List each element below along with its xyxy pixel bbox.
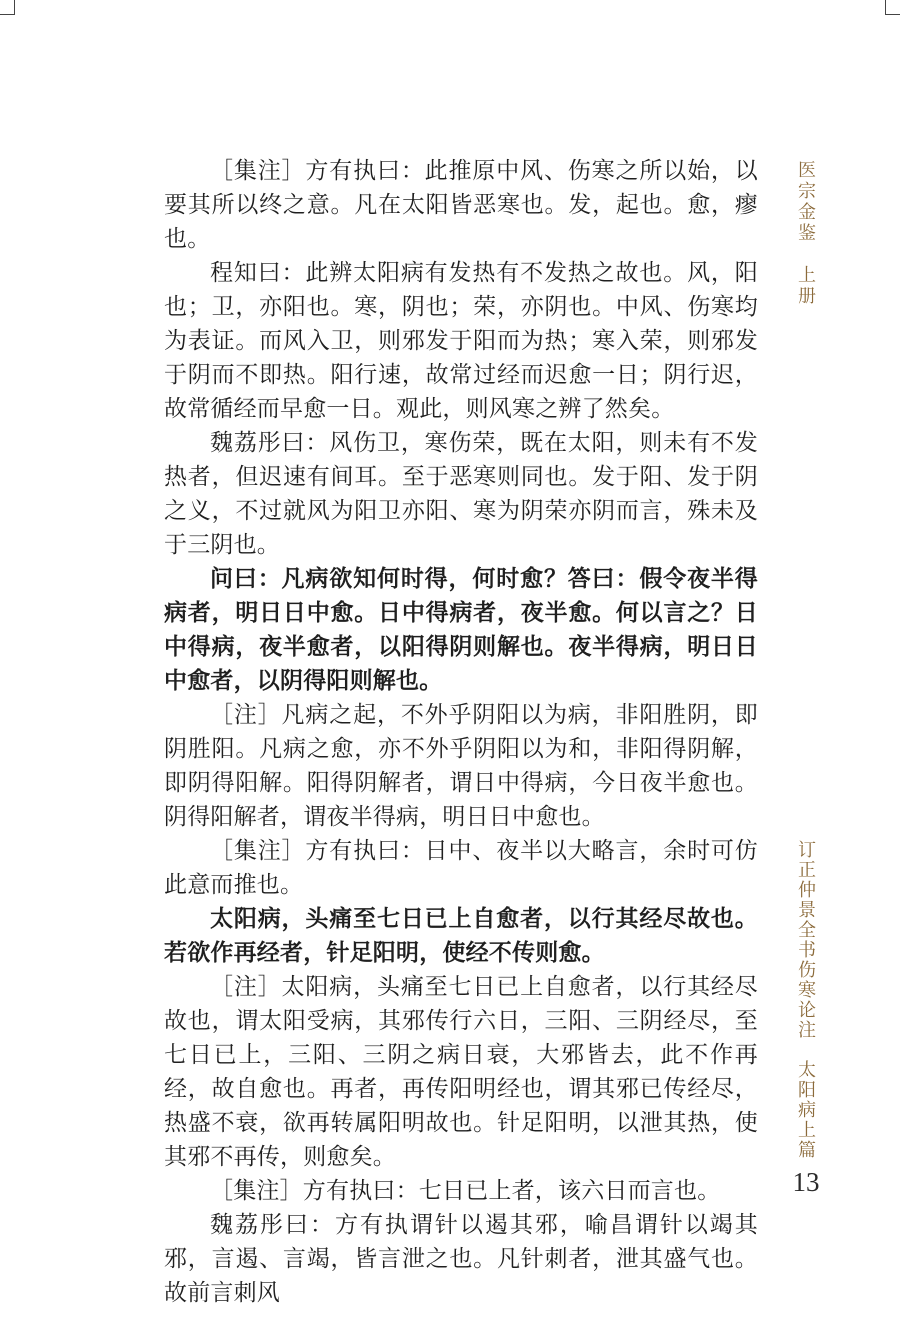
running-head-section-title: 订正仲景全书伤寒论注 太阳病上篇 xyxy=(795,840,816,1160)
paragraph-3: 魏荔彤曰：风伤卫，寒伤荣，既在太阳，则未有不发热者，但迟速有间耳。至于恶寒则同也。发于阳、发于阴之义，不过就风为阳卫亦阳、寒为阴荣亦阴而言，殊未及于三阴也。 xyxy=(164,430,758,558)
paragraph-1: ［集注］方有执曰：此推原中风、伤寒之所以始，以要其所以终之意。凡在太阳皆恶寒也。发，起也。愈，瘳也。 xyxy=(164,158,758,252)
page-number: 13 xyxy=(792,1167,820,1197)
paragraph-9: ［集注］方有执曰：七日已上者，该六日而言也。 xyxy=(210,1178,721,1204)
main-text xyxy=(164,154,758,1310)
paragraph-6: ［集注］方有执曰：日中、夜半以大略言，余时可仿此意而推也。 xyxy=(164,838,758,898)
paragraph-8: ［注］太阳病，头痛至七日已上自愈者，以行其经尽故也，谓太阳受病，其邪传行六日，三阳、三阴经尽，至七日已上，三阳、三阴之病日衰，大邪皆去，此不作再经，故自愈也。再者，再传阳明经也，谓其邪已传经尽，热盛不衰，欲再转属阳明故也。针足阳明，以泄其热，使其邪不再传，则愈矣。 xyxy=(164,974,758,1170)
paragraph-5: ［注］凡病之起，不外乎阴阳以为病，非阳胜阴，即阴胜阳。凡病之愈，亦不外乎阴阳以为和，非阳得阴解，即阴得阳解。阳得阴解者，谓日中得病，今日夜半愈也。阴得阳解者，谓夜半得病，明日日中愈也。 xyxy=(164,702,758,830)
paragraph-7: 太阳病，头痛至七日已上自愈者，以行其经尽故也。若欲作再经者，针足阳明，使经不传则愈。 xyxy=(164,905,758,966)
paragraph-10: 魏荔彤曰：方有执谓针以遏其邪，喻昌谓针以竭其邪，言遏、言竭，皆言泄之也。凡针刺者，泄其盛气也。故前言刺风 xyxy=(164,1212,758,1306)
crop-mark-right xyxy=(885,0,900,15)
paragraph-2: 程知曰：此辨太阳病有发热有不发热之故也。风，阳也；卫，亦阳也。寒，阴也；荣，亦阴也。中风、伤寒均为表证。而风入卫，则邪发于阳而为热；寒入荣，则邪发于阴而不即热。阳行速，故常过经而迟愈一日；阴行迟，故常循经而早愈一日。观此，则风寒之辨了然矣。 xyxy=(164,260,758,422)
paragraph-4: 问曰：凡病欲知何时得，何时愈？答曰：假令夜半得病者，明日日中愈。日中得病者，夜半愈。何以言之？日中得病，夜半愈者，以阳得阴则解也。夜半得病，明日日中愈者，以阴得阳则解也。 xyxy=(164,565,758,694)
crop-mark-left xyxy=(0,0,15,15)
running-head-book-title: 医宗金鉴 上册 xyxy=(795,160,816,307)
